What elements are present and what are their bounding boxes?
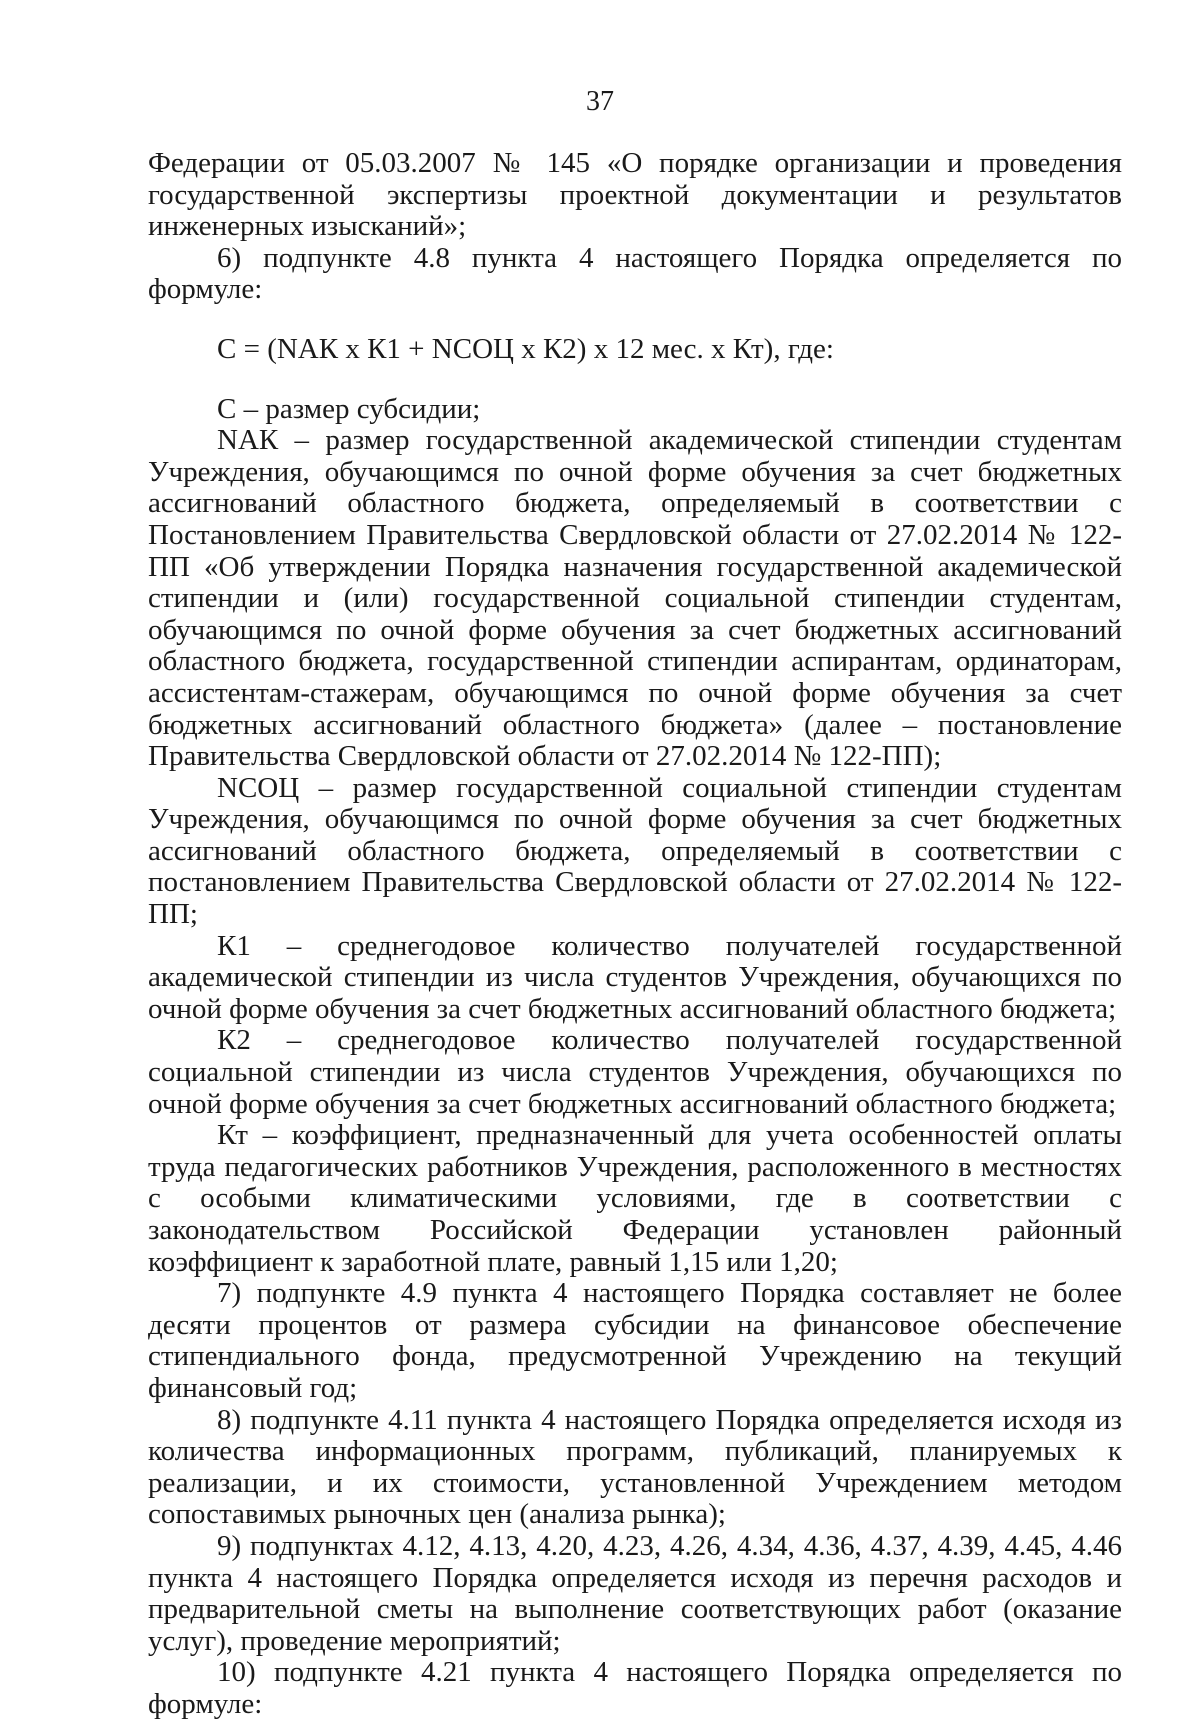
paragraph-def-k2: К2 – среднегодовое количество получателей государственной социальной стипендии из числа студентов Учреждения, обучающихся по очной форме обучения за счет бюджетных ассигнований областного бюджета; bbox=[148, 1024, 1122, 1120]
paragraph-def-kt: Кт – коэффициент, предназначенный для учета особенностей оплаты труда педагогических работников Учреждения, расположенного в местностях с особыми климатическими условиями, где в соответствии с законодательством Российской Федерации установлен районный коэффициент к заработной плате, равный 1,15 или 1,20; bbox=[148, 1119, 1122, 1278]
paragraph-item-6: 6) подпункте 4.8 пункта 4 настоящего Порядка определяется по формуле: bbox=[148, 241, 1122, 306]
page-number: 37 bbox=[586, 86, 614, 117]
paragraph-def-nak: NАК – размер государственной академической стипендии студентам Учреждения, обучающимся по очной форме обучения за счет бюджетных ассигнований областного бюджета, определяемый в соответствии с Постановлением Правительства Свердловской области от 27.02.2014 № 122-ПП «Об утверждении Порядка назначения государственной академической стипендии и (или) государственной социальной стипендии студентам, обучающимся по очной форме обучения за счет бюджетных ассигнований областного бюджета, государственной стипендии аспирантам, ординаторам, ассистентам-стажерам, обучающимся по очной форме обучения за счет бюджетных ассигнований областного бюджета» (далее – постановление Правительства Свердловской области от 27.02.2014 № 122-ПП); bbox=[148, 424, 1122, 773]
document-body bbox=[148, 148, 1122, 1721]
paragraph-def-k1: К1 – среднегодовое количество получателей государственной академической стипендии из числа студентов Учреждения, обучающихся по очной форме обучения за счет бюджетных ассигнований областного бюджета; bbox=[148, 929, 1122, 1025]
formula: C = (NАК х К1 + NСОЦ х К2) х 12 мес. х Кт), где: bbox=[217, 332, 834, 365]
paragraph-continuation: Федерации от 05.03.2007 № 145 «О порядке организации и проведения государственной экспертизы проектной документации и результатов инженерных изысканий»; bbox=[148, 147, 1122, 243]
paragraph-item-8: 8) подпункте 4.11 пункта 4 настоящего Порядка определяется исходя из количества информационных программ, публикаций, планируемых к реализации, и их стоимости, установленной Учреждением методом сопоставимых рыночных цен (анализа рынка); bbox=[148, 1403, 1122, 1531]
paragraph-item-10: 10) подпункте 4.21 пункта 4 настоящего Порядка определяется по формуле: bbox=[148, 1656, 1122, 1720]
paragraph-def-c: С – размер субсидии; bbox=[217, 392, 481, 425]
paragraph-def-nsoc: NСОЦ – размер государственной социальной стипендии студентам Учреждения, обучающимся по очной форме обучения за счет бюджетных ассигнований областного бюджета, определяемый в соответствии с постановлением Правительства Свердловской области от 27.02.2014 № 122-ПП; bbox=[148, 771, 1122, 931]
paragraph-item-9: 9) подпунктах 4.12, 4.13, 4.20, 4.23, 4.26, 4.34, 4.36, 4.37, 4.39, 4.45, 4.46 пункта 4 настоящего Порядка определяется исходя из перечня расходов и предварительной сметы на выполнение соответствующих работ (оказание услуг), проведение мероприятий; bbox=[148, 1529, 1122, 1657]
paragraph-item-7: 7) подпункте 4.9 пункта 4 настоящего Порядка составляет не более десяти процентов от размера субсидии на финансовое обеспечение стипендиального фонда, предусмотренной Учреждению на текущий финансовый год; bbox=[148, 1277, 1122, 1404]
